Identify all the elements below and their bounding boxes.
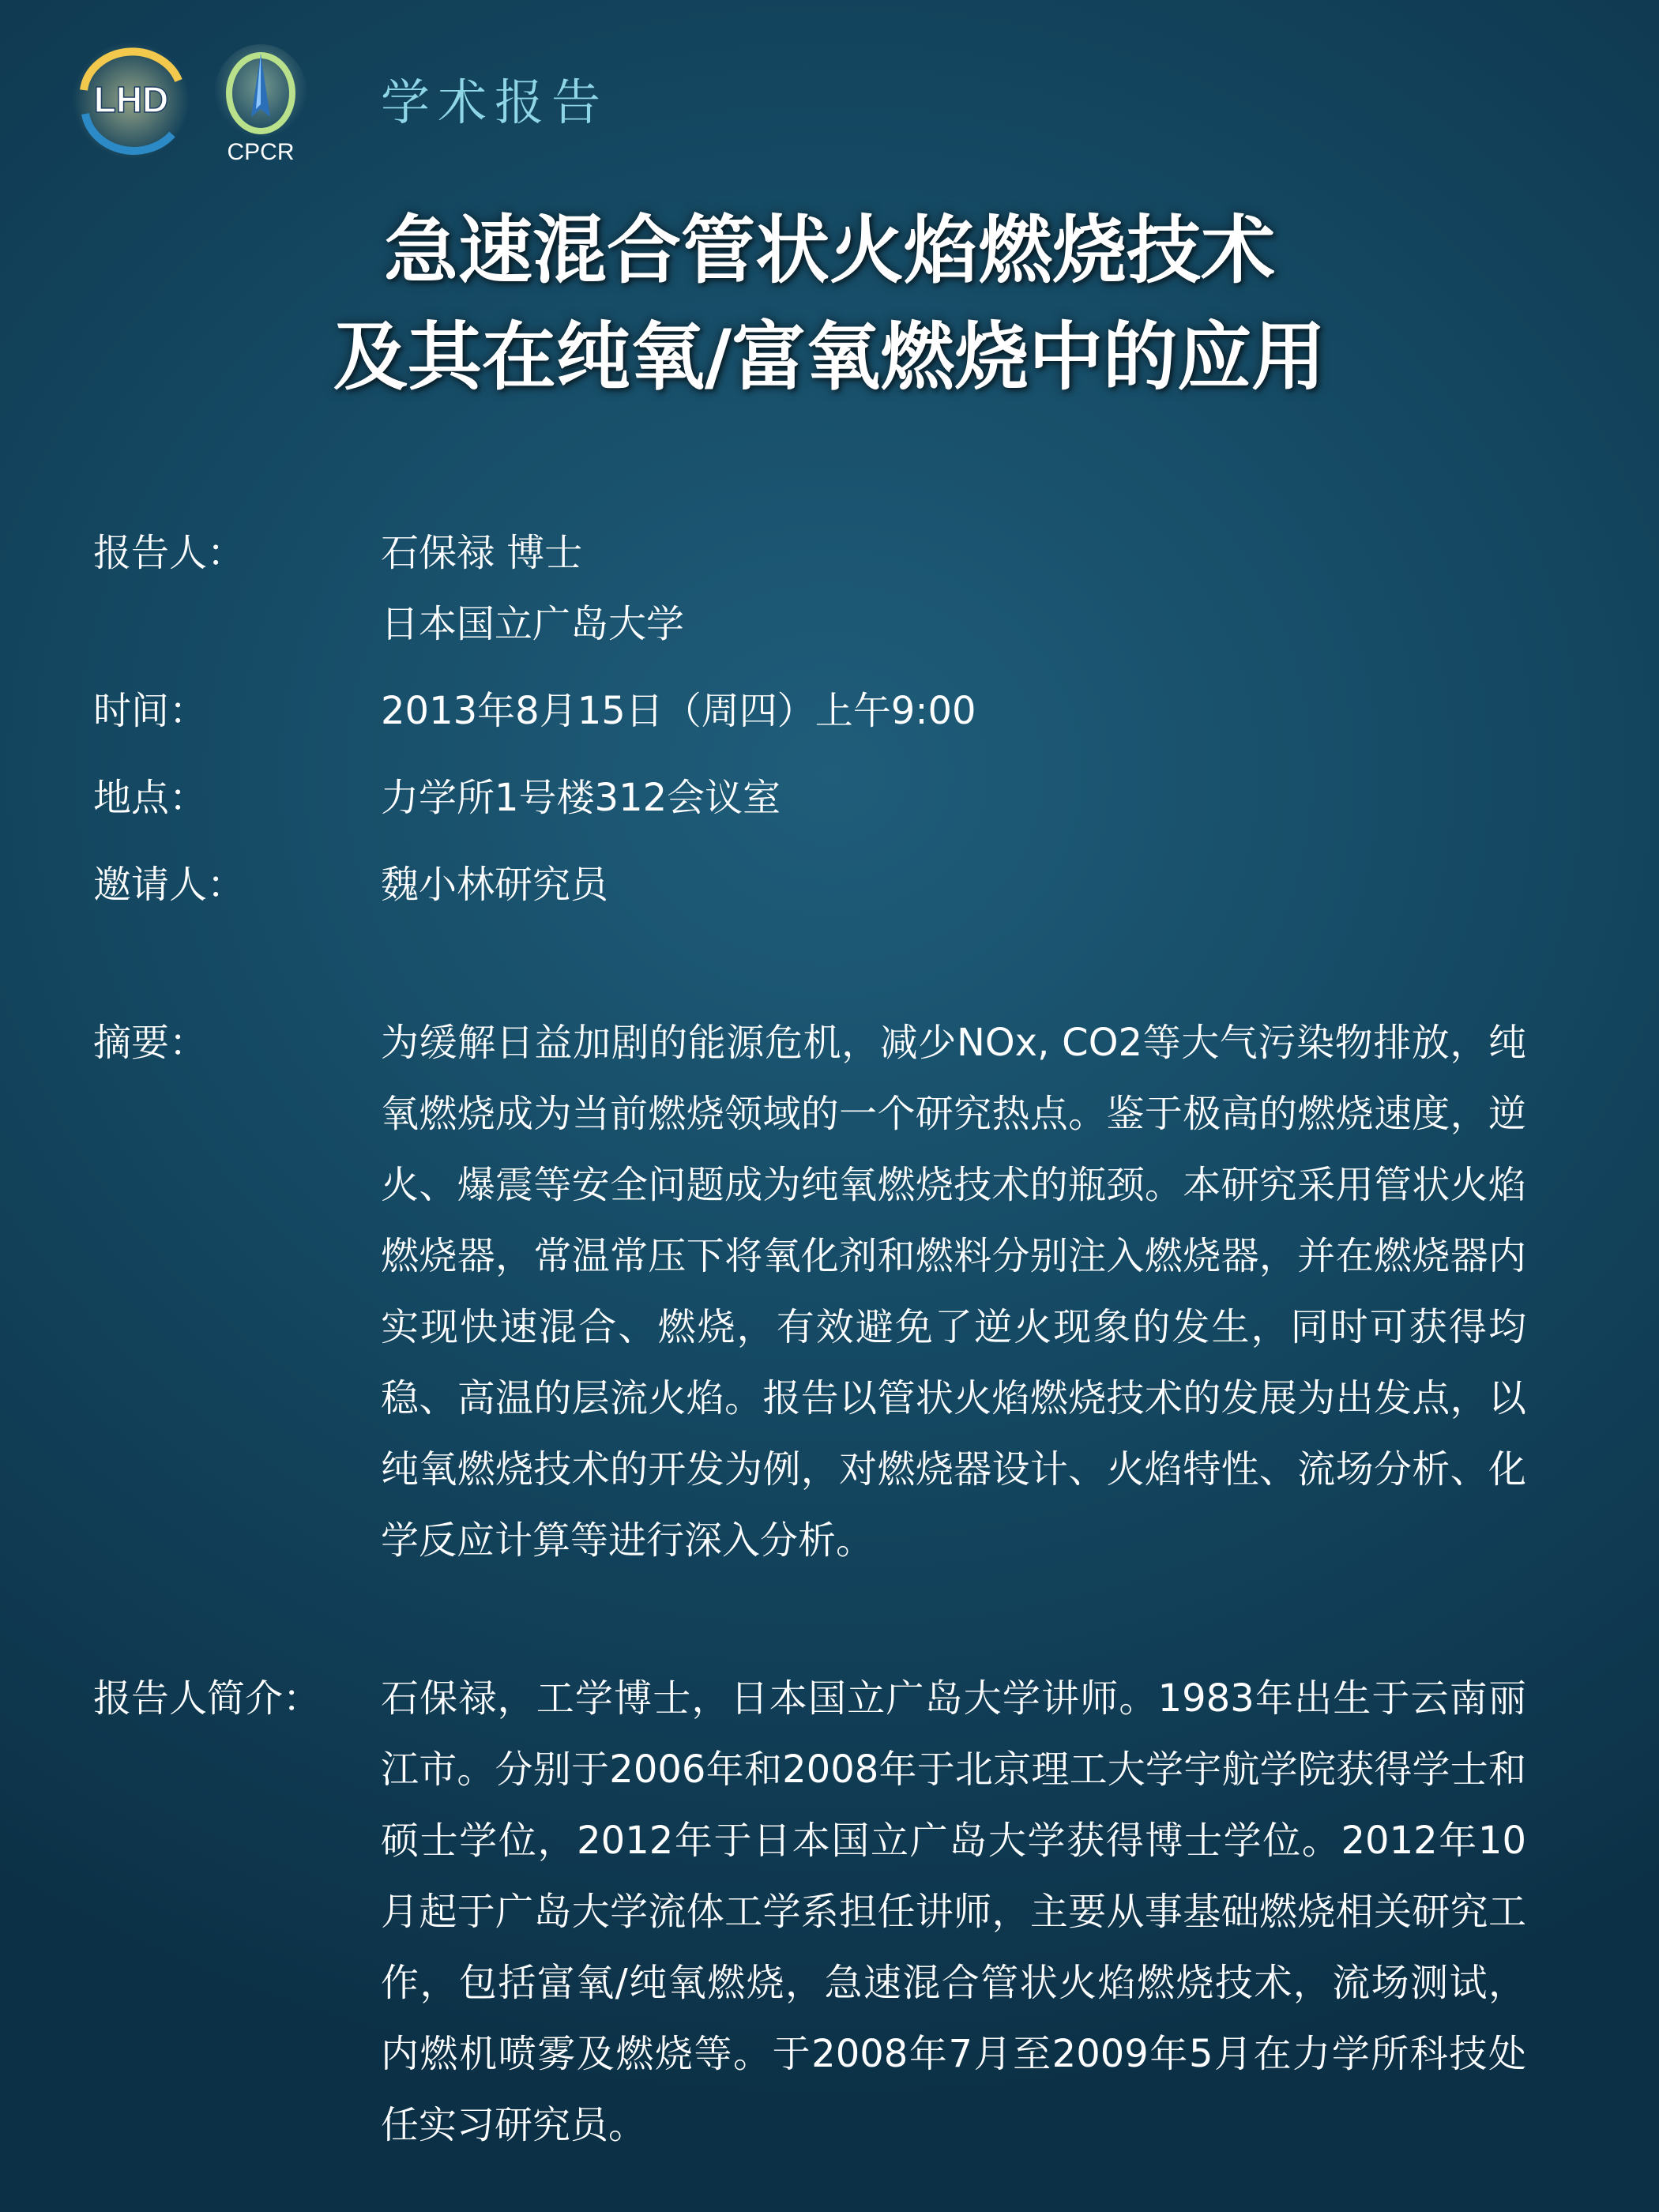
title-line-2: 及其在纯氧/富氧燃烧中的应用 xyxy=(333,314,1326,401)
speaker-label: 报告人： xyxy=(93,531,246,575)
location-label: 地点： xyxy=(93,776,208,820)
time-label: 时间： xyxy=(93,689,208,733)
speaker-affiliation: 日本国立广岛大学 xyxy=(381,602,685,646)
speaker-name: 石保禄 博士 xyxy=(381,531,583,575)
time-value: 2013年8月15日（周四）上午9:00 xyxy=(381,689,976,733)
abstract-text: 为缓解日益加剧的能源危机，减少NOx, CO2等大气污染物排放，纯氧燃烧成为当前燃烧领域的一个研究热点。鉴于极高的燃烧速度，逆火、爆震等安全问题成为纯氧燃烧技术的瓶颈。本研究采用管状火焰燃烧器，常温常压下将氧化剂和燃料分别注入燃烧器，并在燃烧器内实现快速混合、燃烧，有效避免了逆火现象的发生，同时可获得均稳、高温的层流火焰。报告以管状火焰燃烧技术的发展为出发点，以纯氧燃烧技术的开发为例，对燃烧器设计、火焰特性、流场分析、化学反应计算等进行深入分析。 xyxy=(381,1021,1526,1563)
title-line-1: 急速混合管状火焰燃烧技术 xyxy=(383,207,1275,294)
header-label: 学术报告 xyxy=(381,73,609,131)
bio-text: 石保禄，工学博士，日本国立广岛大学讲师。1983年出生于云南丽江市。分别于2006年和2008年于北京理工大学宇航学院获得学士和硕士学位，2012年于日本国立广岛大学获得博士学位。2012年10月起于广岛大学流体工学系担任讲师，主要从事基础燃烧相关研究工作，包括富氧/纯氧燃烧，急速混合管状火焰燃烧技术，流场测试，内燃机喷雾及燃烧等。于2008年7月至2009年5月在力学所科技处任实习研究员。 xyxy=(381,1676,1526,2147)
svg-text:CPCR: CPCR xyxy=(227,139,295,165)
inviter-value: 魏小林研究员 xyxy=(381,863,609,907)
lhd-logo xyxy=(68,41,194,160)
inviter-label: 邀请人： xyxy=(93,863,246,907)
cpcr-logo xyxy=(212,41,313,175)
abstract-label: 摘要： xyxy=(93,1021,208,1065)
bio-label: 报告人简介： xyxy=(93,1676,322,1721)
page-title xyxy=(0,198,1659,411)
svg-text:LHD: LHD xyxy=(93,79,169,120)
location-value: 力学所1号楼312会议室 xyxy=(381,776,781,820)
